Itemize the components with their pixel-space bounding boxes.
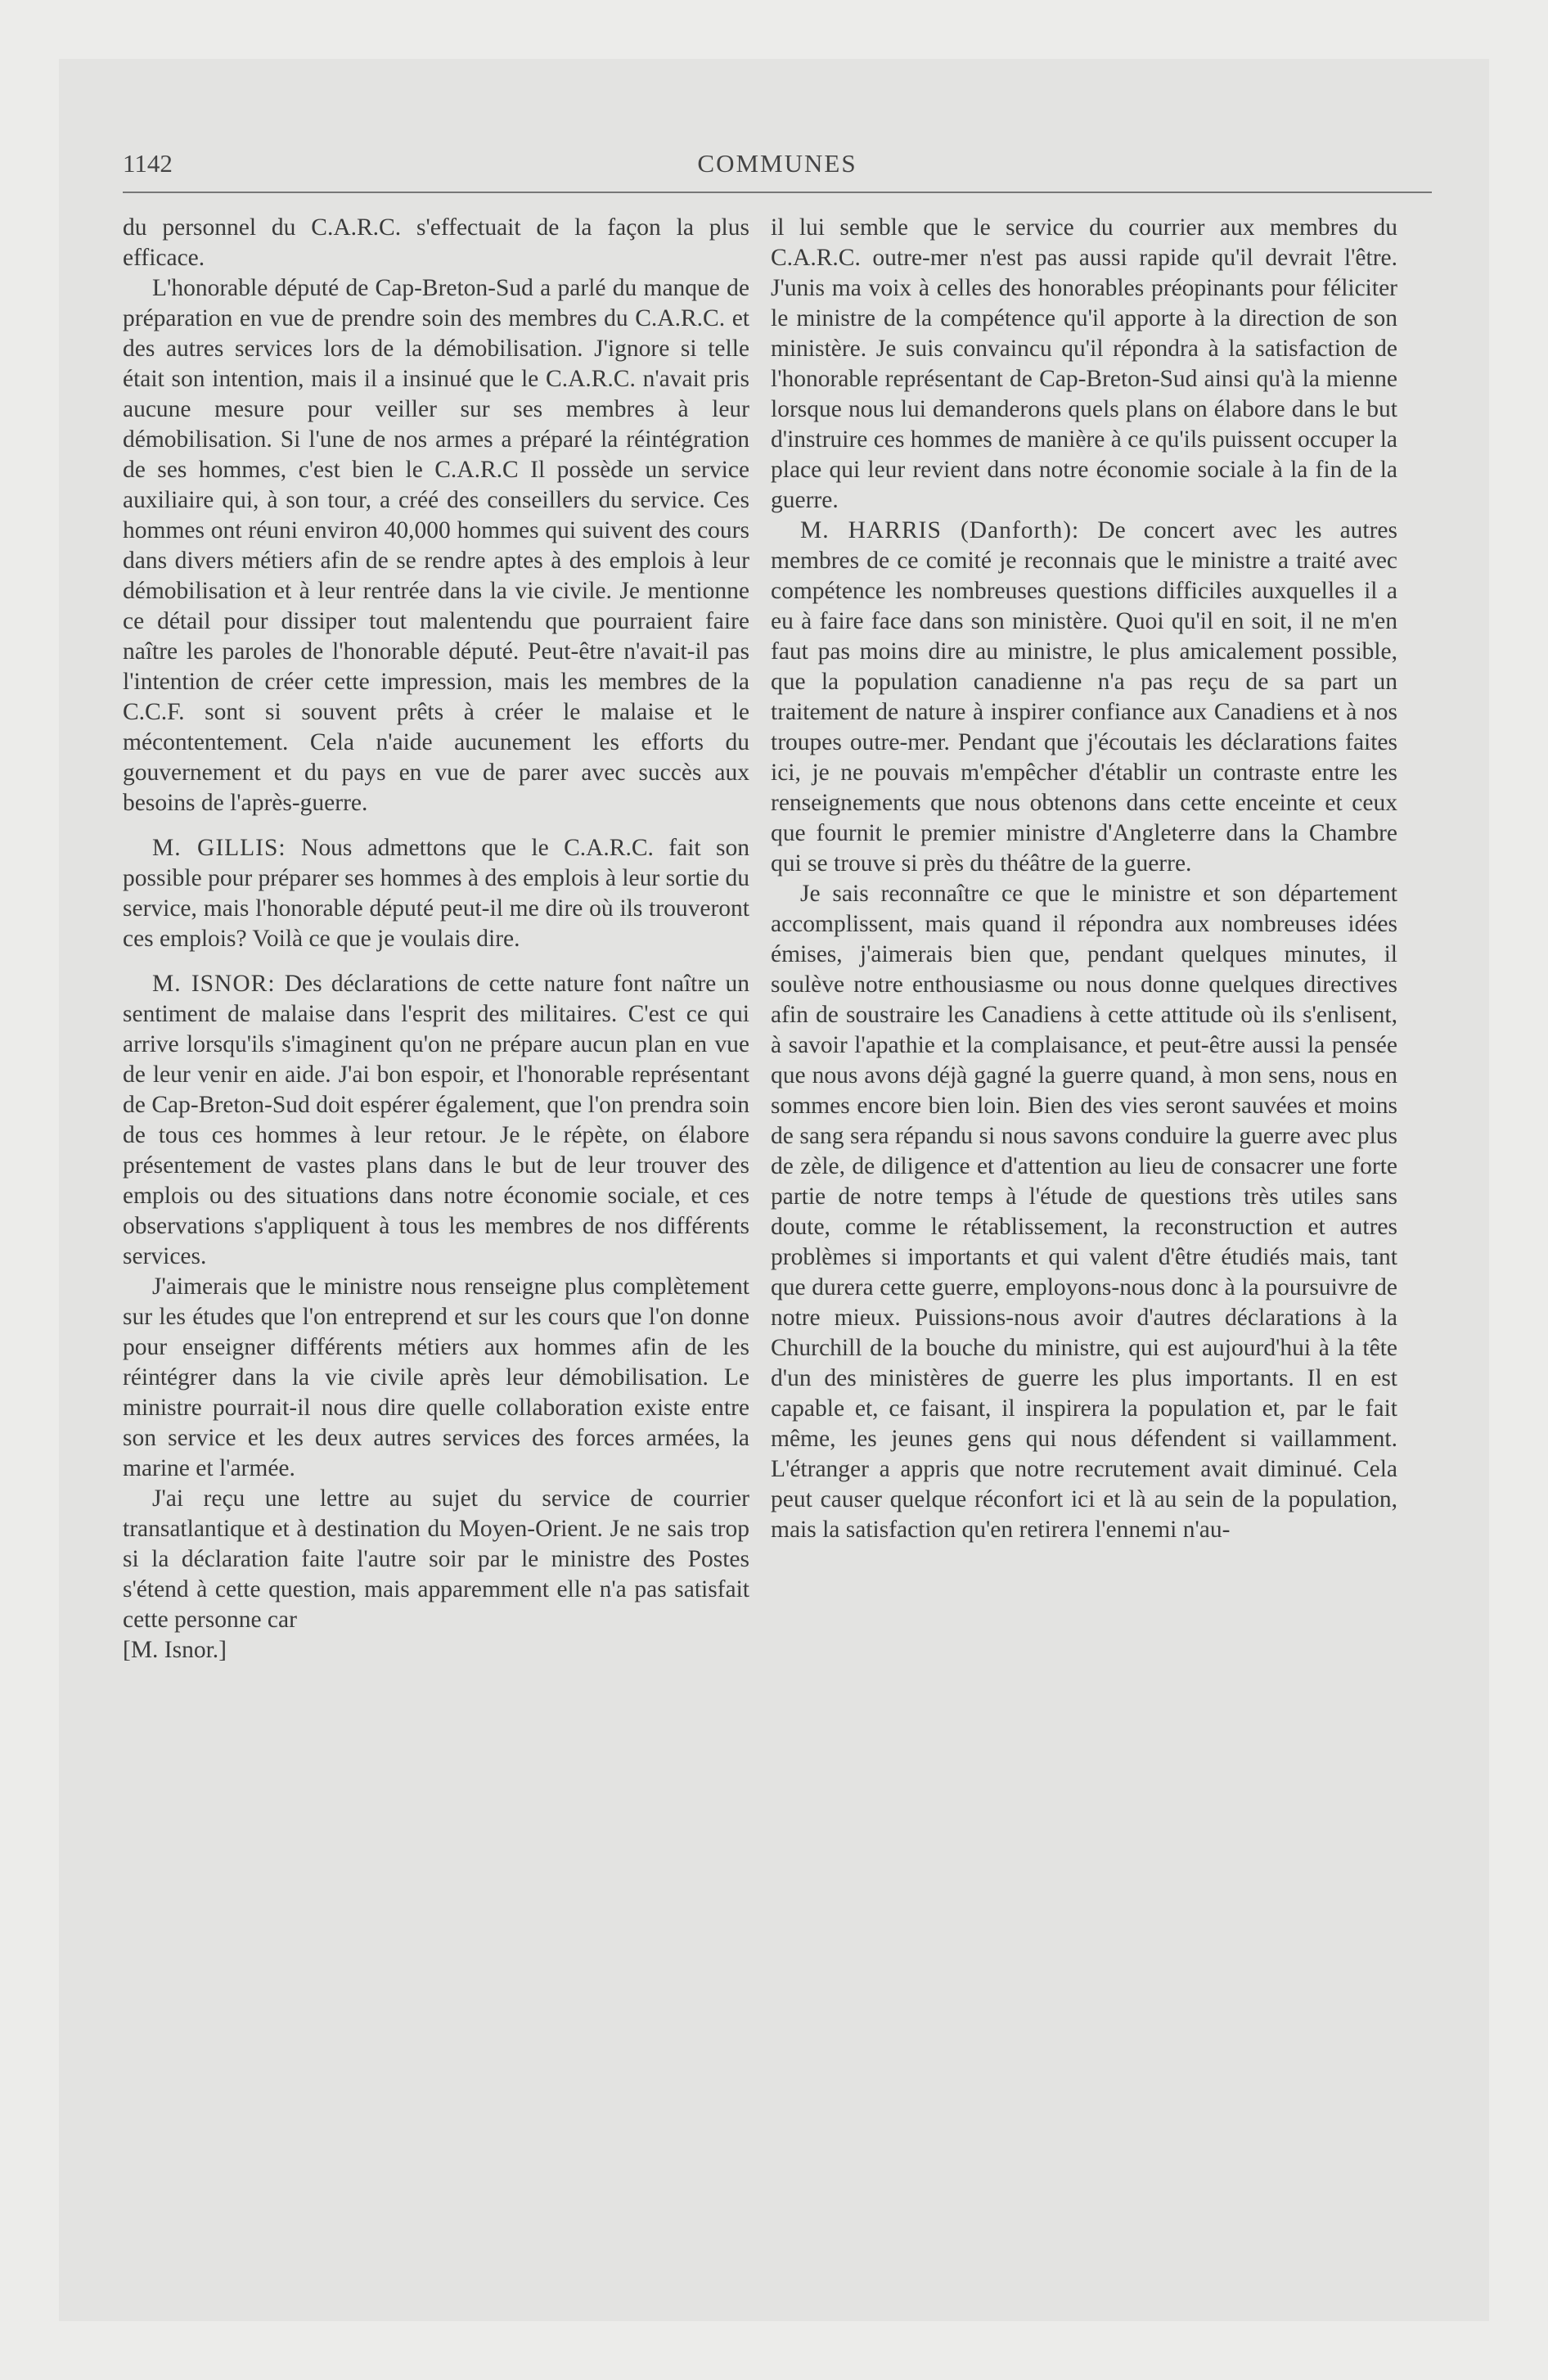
paragraph: Je sais reconnaître ce que le ministre et son département accomplissent, mais quand il répondra aux nombreuses idées émises, j'aimerais bien que, pendant quelques minutes, il soulève notre enthousiasme ou nous donne quelques directives afin de soustraire les Canadiens à cette attitude où ils s'enlisent, à savoir l'apathie et la complaisance, et peut-être aussi la pensée que nous avons déjà gagné la guerre quand, à mon sens, nous en sommes encore bien loin. Bien des vies seront sauvées et moins de sang sera répandu si nous savons conduire la guerre avec plus de zèle, de diligence et d'attention au lieu de consacrer une forte partie de notre temps à l'étude de questions très utiles sans doute, comme le rétablissement, la reconstruction et autres problèmes si importants et qui valent d'être étudiés mais, tant que durera cette guerre, employons-nous donc à la poursuivre de notre mieux. Puissions-nous avoir d'autres déclarations à la Churchill de la bouche du ministre, qui est aujourd'hui à la tête d'un des ministères de guerre les plus importants. Il en est capable et, ce faisant, il inspirera la population et, par le fait même, les jeunes gens qui nous défendent si vaillamment. L'étranger a appris que notre recrutement avait diminué. Cela peut causer quelque réconfort ici et là au sein de la population, mais la satisfaction qu'en retirera l'ennemi n'au- [771,881,1397,1543]
document-page [59,59,1489,2321]
paragraph [771,516,1397,879]
speaker-name: M. HARRIS (Danforth): [800,517,1080,543]
running-title: COMMUNES [697,149,857,178]
speech-text: Des déclarations de cette nature font naître un sentiment de malaise dans l'esprit des militaires. C'est ce qui arrive lorsqu'ils s'imaginent qu'on ne prépare aucun plan en vue de leur venir en aide. J'ai bon espoir, et l'honorable représentant de Cap-Breton-Sud doit espérer également, que l'on prendra soin de tous ces hommes à leur retour. Je le répète, on élabore présentement de vastes plans dans le but de leur trouver des emplois ou des situations dans notre économie sociale, et ces observations s'appliquent à tous les membres de nos différents services. [123,971,749,1269]
paragraph: il lui semble que le service du courrier aux membres du C.A.R.C. outre-mer n'est pas aussi rapide qu'il devrait l'être. J'unis ma voix à celles des honorables préopinants pour féliciter le ministre de la compétence qu'il apporte à la direction de son ministère. Je suis convaincu qu'il répondra à la satisfaction de l'honorable représentant de Cap-Breton-Sud ainsi qu'à la mienne lorsque nous lui demanderons quels plans on élabore dans le but d'instruire ces hommes de manière à ce qu'ils puissent occuper la place qui leur revient dans notre économie sociale à la fin de la guerre. [771,214,1397,513]
paragraph: du personnel du C.A.R.C. s'effectuait de la façon la plus efficace. [123,214,749,271]
paragraph: J'aimerais que le ministre nous renseigne plus complètement sur les études que l'on entreprend et sur les cours que l'on donne pour enseigner différents métiers aux hommes afin de les réintégrer dans la vie civile après leur démobilisation. Le ministre pourrait-il nous dire quelle collaboration existe entre son service et les deux autres services des forces armées, la marine et l'armée. [123,1273,749,1481]
page-number: 1142 [123,149,173,178]
paragraph [123,969,749,1272]
paragraph [123,833,749,954]
page-header [123,149,1432,185]
speaker-name: M. ISNOR: [152,971,276,997]
right-column [771,213,1397,1545]
left-column [123,213,749,1666]
speech-text: De concert avec les autres membres de ce comité je reconnais que le ministre a traité avec compétence les nombreuses questions difficiles auxquelles il a eu à faire face dans son ministère. Quoi qu'il en soit, il ne m'en faut pas moins dire au ministre, le plus amicalement possible, que la population canadienne n'a pas reçu de sa part un traitement de nature à inspirer confiance aux Canadiens et à nos troupes outre-mer. Pendant que j'écoutais les déclarations faites ici, je ne pouvais m'empêcher d'établir un contraste entre les renseignements que nous obtenons dans cette enceinte et ceux que fournit le premier ministre d'Angleterre dans la Chambre qui se trouve si près du théâtre de la guerre. [771,517,1398,877]
speaker-name: M. GILLIS: [152,835,286,861]
speech-text: Nous admettons que le C.A.R.C. fait son possible pour préparer ses hommes à des emplois à leur sortie du service, mais l'honorable député peut-il me dire où ils trouveront ces emplois? Voilà ce que je voulais dire. [123,835,749,952]
speaker-signature: [M. Isnor.] [123,1637,227,1663]
paragraph: L'honorable député de Cap-Breton-Sud a parlé du manque de préparation en vue de prendre soin des membres du C.A.R.C. et des autres services lors de la démobilisation. J'ignore si telle était son intention, mais il a insinué que le C.A.R.C. n'avait pris aucune mesure pour veiller sur ses membres à leur démobilisation. Si l'une de nos armes a préparé la réintégration de ses hommes, c'est bien le C.A.R.C Il possède un service auxiliaire qui, à son tour, a créé des conseillers du service. Ces hommes ont réuni environ 40,000 hommes qui suivent des cours dans divers métiers afin de se rendre aptes à des emplois à leur démobilisation et à leur rentrée dans la vie civile. Je mentionne ce détail pour dissiper tout malentendu que pourraient faire naître les paroles de l'honorable député. Peut-être n'avait-il pas l'intention de créer cette impression, mais les membres de la C.C.F. sont si souvent prêts à créer le malaise et le mécontentement. Cela n'aide aucunement les efforts du gouvernement et du pays en vue de parer avec succès aux besoins de l'après-guerre. [123,275,749,816]
paragraph: J'ai reçu une lettre au sujet du service de courrier transatlantique et à destination du Moyen-Orient. Je ne sais trop si la déclaration faite l'autre soir par le ministre des Postes s'étend à cette question, mais apparemment elle n'a pas satisfait cette personne car [123,1485,749,1633]
header-rule [123,192,1432,193]
